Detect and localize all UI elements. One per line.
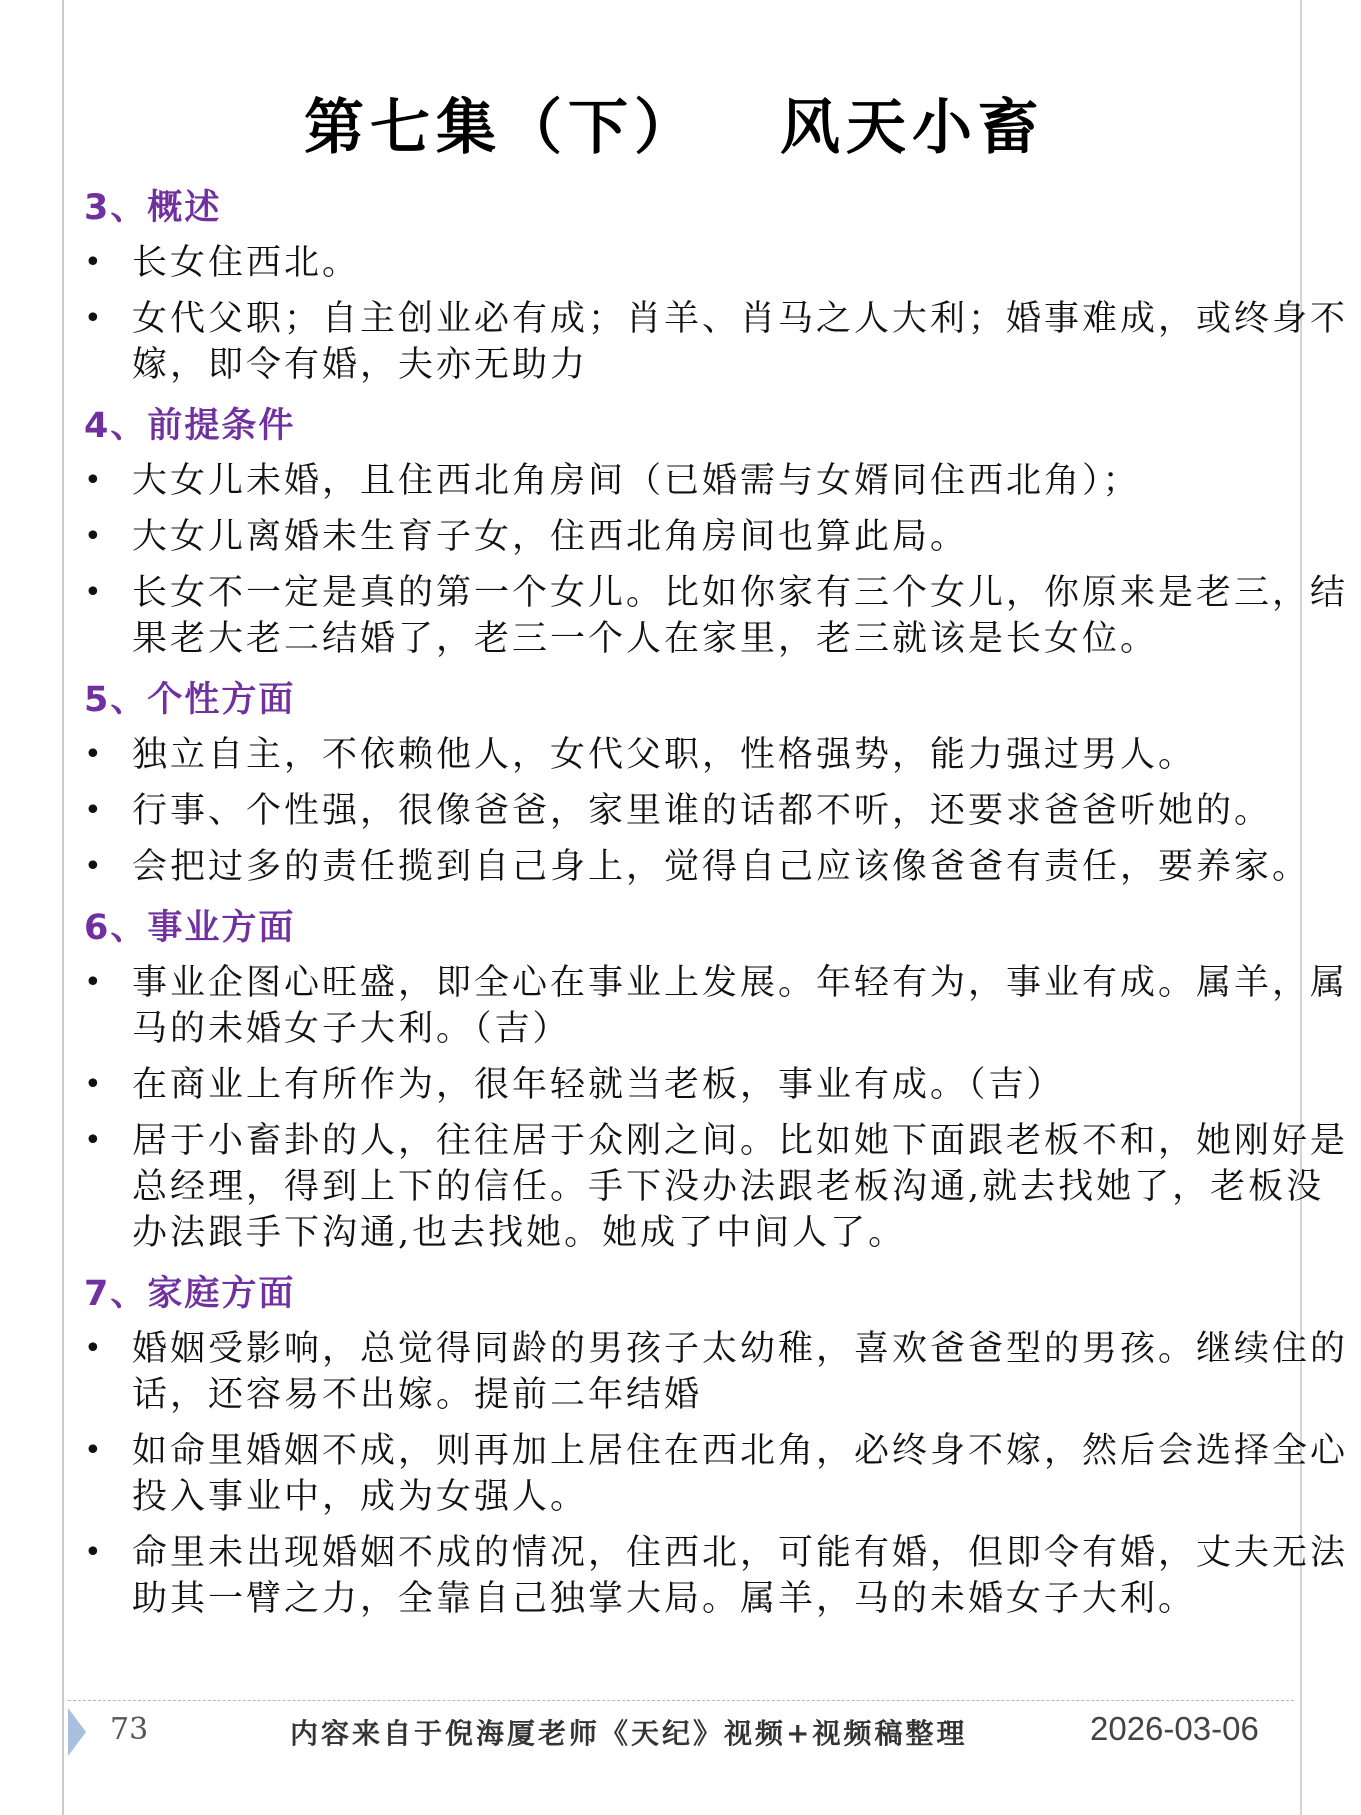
section-heading: 7、家庭方面 <box>84 1274 296 1314</box>
section-preconditions <box>84 398 1349 662</box>
section-overview <box>84 180 1349 388</box>
list-item: • 婚姻受影响，总觉得同龄的男孩子太幼稚，喜欢爸爸型的男孩。继续住的话，还容易不出嫁。提前二年结婚 <box>84 1326 1357 1418</box>
list-item: • 会把过多的责任揽到自己身上，觉得自己应该像爸爸有责任，要养家。 <box>84 844 1357 890</box>
section-family <box>84 1266 1349 1622</box>
bullet-list <box>84 458 1349 662</box>
bullet-list <box>84 1326 1349 1622</box>
list-item: • 长女住西北。 <box>84 240 1357 286</box>
page-title <box>84 80 1324 166</box>
list-item: • 在商业上有所作为，很年轻就当老板，事业有成。（吉） <box>84 1062 1357 1108</box>
section-personality <box>84 672 1324 890</box>
footer-divider <box>68 1700 1294 1701</box>
list-item: • 长女不一定是真的第一个女儿。比如你家有三个女儿，你原来是老三，结果老大老二结婚了，老三一个人在家里，老三就该是长女位。 <box>84 570 1357 662</box>
section-heading: 3、概述 <box>84 188 222 228</box>
bullet-list <box>84 960 1349 1256</box>
footer-date: 2026-03-06 <box>1090 1710 1259 1747</box>
title-episode: 第七集（下） <box>304 93 700 163</box>
section-heading: 6、事业方面 <box>84 908 296 948</box>
page-number: 73 <box>110 1712 149 1747</box>
list-item: • 独立自主，不依赖他人，女代父职，性格强势，能力强过男人。 <box>84 732 1357 778</box>
list-item: • 行事、个性强，很像爸爸，家里谁的话都不听，还要求爸爸听她的。 <box>84 788 1357 834</box>
triangle-arrow-icon <box>68 1708 86 1756</box>
list-item: • 女代父职；自主创业必有成；肖羊、肖马之人大利；婚事难成，或终身不嫁，即令有婚，夫亦无助力 <box>84 296 1357 388</box>
bullet-list <box>84 240 1349 388</box>
section-career <box>84 900 1349 1256</box>
list-item: • 如命里婚姻不成，则再加上居住在西北角，必终身不嫁，然后会选择全心投入事业中，成为女强人。 <box>84 1428 1357 1520</box>
page-left-border <box>62 0 64 1815</box>
footer-source: 内容来自于倪海厦老师《天纪》视频+视频稿整理 <box>290 1717 968 1750</box>
list-item: • 居于小畜卦的人，往往居于众刚之间。比如她下面跟老板不和，她刚好是总经理，得到上下的信任。手下没办法跟老板沟通,就去找她了，老板没办法跟手下沟通,也去找她。她成了中间人了。 <box>84 1118 1357 1256</box>
slide-content <box>84 80 1349 1632</box>
title-hexagram: 风天小畜 <box>780 93 1044 163</box>
section-heading: 5、个性方面 <box>84 680 296 720</box>
bullet-list <box>84 732 1324 890</box>
list-item: • 命里未出现婚姻不成的情况，住西北，可能有婚，但即令有婚，丈夫无法助其一臂之力，全靠自己独掌大局。属羊，马的未婚女子大利。 <box>84 1530 1357 1622</box>
list-item: • 大女儿离婚未生育子女，住西北角房间也算此局。 <box>84 514 1357 560</box>
section-heading: 4、前提条件 <box>84 406 296 446</box>
list-item: • 大女儿未婚，且住西北角房间（已婚需与女婿同住西北角）； <box>84 458 1357 504</box>
list-item: • 事业企图心旺盛，即全心在事业上发展。年轻有为，事业有成。属羊，属马的未婚女子大利。（吉） <box>84 960 1357 1052</box>
